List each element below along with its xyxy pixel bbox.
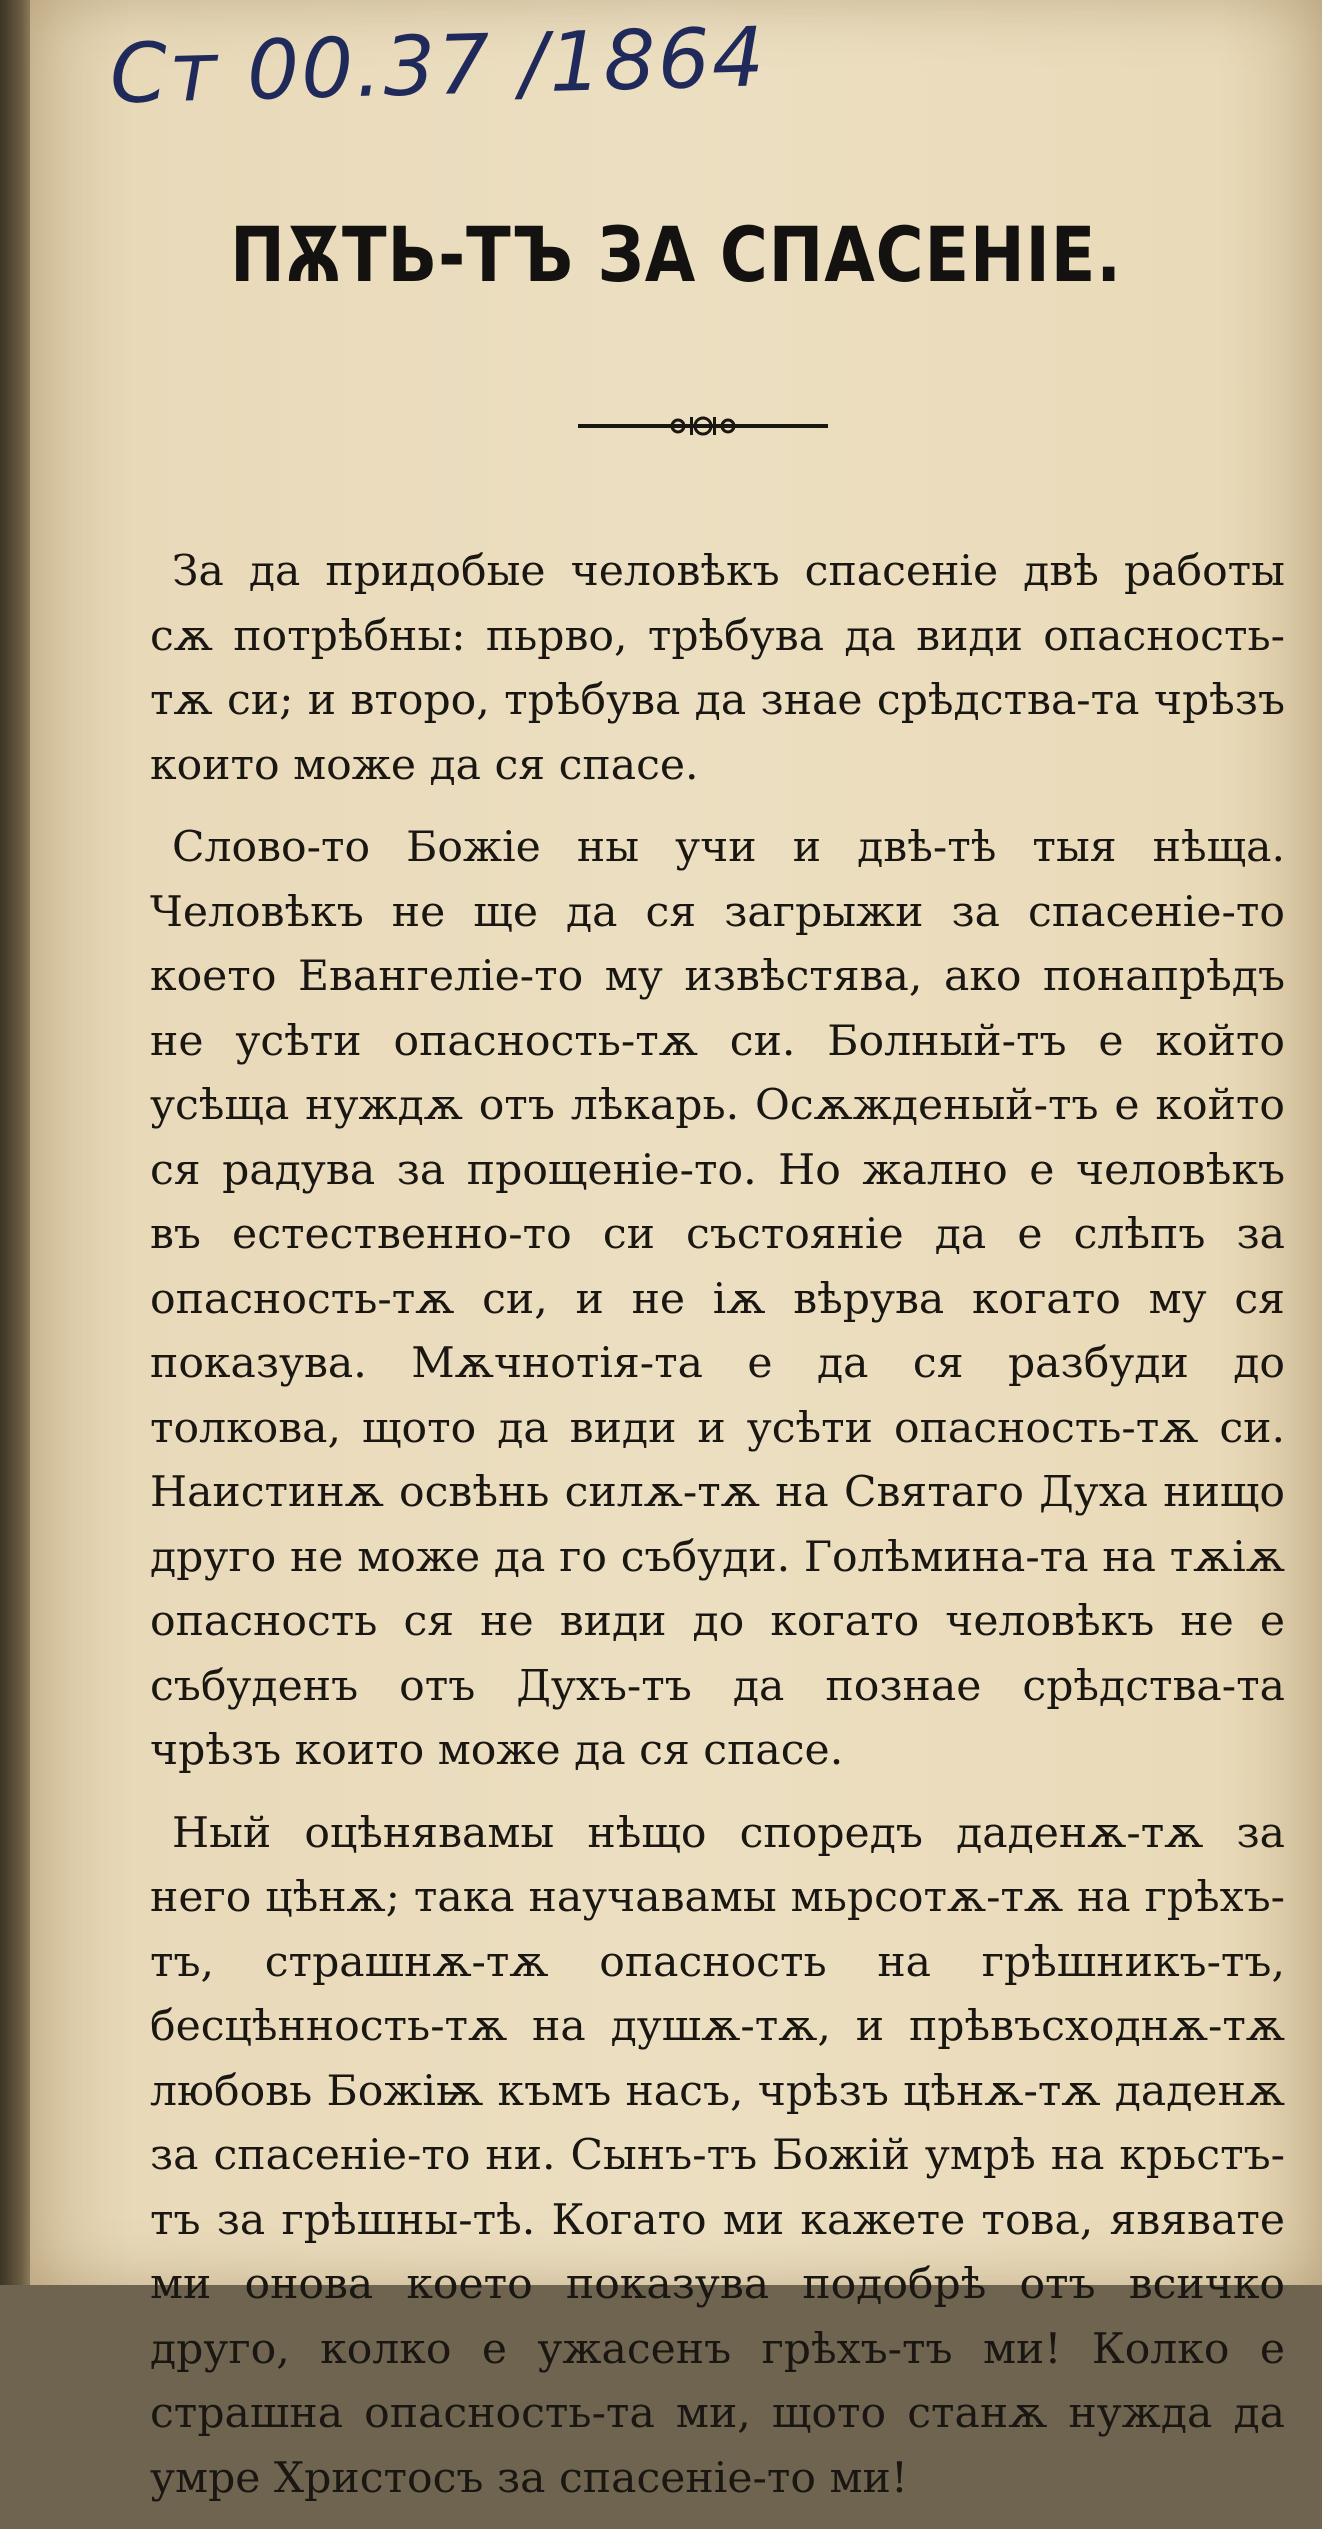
body-text xyxy=(150,540,1285,2529)
paragraph: Слово-то Божіе ны учи и двѣ-тѣ тыя нѣща. Человѣкъ не ще да ся загрыжи за спасеніе-то което Евангеліе-то му извѣстява, ако понапрѣдъ не усѣти опасность-тѫ си. Болный-тъ е който усѣща нуждѫ отъ лѣкарь. Осѫжденый-тъ е който ся радува за прощеніе-то. Но жално е человѣкъ въ естественно-то си състояніе да е слѣпъ за опасность-тѫ си, и не іѫ вѣрува когато му ся показува. Мѫчнотія-та е да ся разбуди до толкова, щото да види и усѣти опасность-тѫ си. Наистинѫ освѣнь силѫ-тѫ на Святаго Духа нищо друго не може да го събуди. Голѣмина-та на тѫіѫ опасность ся не види до когато человѣкъ не е събуденъ отъ Духъ-тъ да познае срѣдства-та чрѣзъ които може да ся спасе. xyxy=(150,823,1285,1775)
paragraph: За да придобые человѣкъ спасеніе двѣ работы сѫ потрѣбны: пьрво, трѣбува да види опасность-тѫ си; и второ, трѣбува да знае срѣдства-та чрѣзъ които може да ся спасе. xyxy=(150,547,1285,790)
book-spine xyxy=(0,0,30,2285)
chapter-title: ПѪТЬ-ТЪ ЗА СПАСЕНІЕ. xyxy=(230,210,1122,299)
paragraph: Ный оцѣнявамы нѣщо споредъ даденѫ-тѫ за него цѣнѫ; така научавамы мьрсотѫ-тѫ на грѣхъ-тъ, страшнѫ-тѫ опасность на грѣшникъ-тъ, бесцѣнность-тѫ на душѫ-тѫ, и прѣвъсходнѫ-тѫ любовь Божіѭ къмъ насъ, чрѣзъ цѣнѫ-тѫ даденѫ за спасеніе-то ни. Сынъ-тъ Божій умрѣ на крьстъ-тъ за грѣшны-тѣ. Когато ми кажете това, явявате ми онова което показува подобрѣ отъ всичко друго, колко е ужасенъ грѣхъ-тъ ми! Колко е страшна опасность-та ми, щото станѫ нужда да умре Христосъ за спасеніе-то ми! xyxy=(150,1808,1285,2503)
book-page xyxy=(30,0,1322,2503)
handwritten-shelfmark: Ст 00.37 /1864 xyxy=(108,10,768,123)
decorative-rule-icon xyxy=(578,408,828,444)
